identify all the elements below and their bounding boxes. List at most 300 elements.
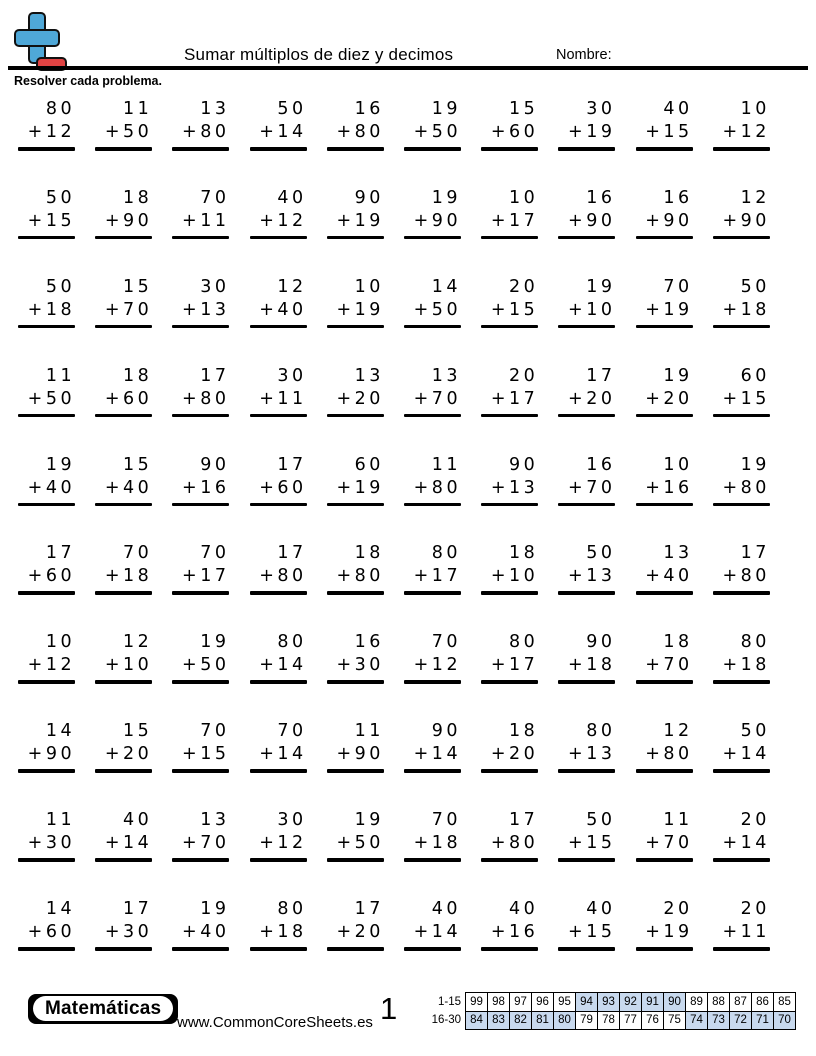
top-addend: 70 (123, 543, 153, 564)
bottom-addend: +14 (259, 655, 307, 676)
addition-problem (404, 720, 461, 809)
bottom-addend: +18 (104, 566, 153, 587)
addition-problem (558, 98, 615, 187)
addition-problem (327, 542, 384, 631)
top-addend: 15 (123, 276, 153, 297)
addition-problem (95, 454, 152, 543)
bottom-addend: +19 (336, 299, 384, 320)
addition-problem (404, 98, 461, 187)
addition-problem (404, 454, 461, 543)
bottom-addend: +11 (722, 922, 770, 943)
answer-line (95, 147, 152, 151)
bottom-addend: +15 (645, 122, 693, 142)
addition-problem (95, 898, 152, 987)
top-addend: 18 (123, 365, 153, 386)
addition-problem (18, 898, 75, 987)
bottom-addend: +70 (568, 477, 616, 498)
answer-line (172, 858, 229, 862)
answer-line (481, 147, 538, 151)
addition-problem (327, 809, 384, 898)
addition-problem (250, 720, 307, 809)
top-addend: 60 (354, 454, 384, 475)
addition-problem (172, 809, 229, 898)
top-addend: 70 (200, 543, 230, 564)
top-addend: 17 (45, 543, 76, 564)
top-addend: 11 (431, 454, 462, 475)
top-addend: 70 (277, 721, 307, 742)
plus-icon (14, 10, 66, 72)
answer-line (404, 236, 461, 240)
addition-problem (636, 276, 693, 365)
answer-line (404, 947, 461, 951)
top-addend: 50 (740, 276, 770, 297)
answer-line (18, 325, 75, 329)
top-addend: 17 (354, 899, 384, 920)
top-addend: 20 (509, 276, 539, 297)
bottom-addend: +18 (259, 922, 307, 943)
top-addend: 17 (586, 365, 616, 386)
bottom-addend: +16 (490, 922, 539, 943)
addition-problem (558, 187, 615, 276)
bottom-addend: +10 (104, 655, 153, 676)
score-cell: 86 (752, 993, 774, 1012)
addition-problem (481, 898, 538, 987)
bottom-addend: +14 (413, 744, 462, 765)
top-addend: 80 (277, 899, 307, 920)
addition-problem (713, 631, 770, 720)
score-cell: 85 (774, 993, 796, 1012)
top-addend: 19 (740, 454, 770, 475)
addition-problem (18, 631, 75, 720)
addition-problem (327, 276, 384, 365)
answer-line (636, 769, 693, 773)
answer-line (558, 147, 615, 151)
top-addend: 18 (663, 632, 693, 653)
answer-line (558, 503, 615, 507)
top-addend: 19 (586, 276, 616, 297)
answer-line (172, 947, 229, 951)
top-addend: 13 (663, 543, 693, 564)
addition-problem (404, 187, 461, 276)
answer-line (713, 325, 770, 329)
bottom-addend: +12 (259, 833, 307, 854)
bottom-addend: +14 (259, 744, 307, 765)
score-cell: 95 (554, 993, 576, 1012)
score-cell: 99 (466, 993, 488, 1012)
answer-line (172, 769, 229, 773)
score-cell: 90 (664, 993, 686, 1012)
top-addend: 80 (45, 99, 76, 119)
addition-problem (713, 809, 770, 898)
answer-line (558, 325, 615, 329)
top-addend: 11 (354, 721, 384, 742)
bottom-addend: +10 (568, 299, 616, 320)
top-addend: 50 (45, 187, 76, 208)
bottom-addend: +15 (568, 833, 616, 854)
answer-line (95, 680, 152, 684)
bottom-addend: +12 (259, 210, 307, 231)
answer-line (558, 947, 615, 951)
bottom-addend: +50 (413, 122, 462, 142)
addition-problem (327, 454, 384, 543)
top-addend: 19 (431, 99, 462, 119)
top-addend: 16 (354, 99, 384, 119)
score-cell: 92 (620, 993, 642, 1012)
addition-problem (481, 276, 538, 365)
addition-problem (18, 365, 75, 454)
bottom-addend: +15 (490, 299, 539, 320)
answer-line (636, 236, 693, 240)
bottom-addend: +13 (490, 477, 539, 498)
answer-line (18, 858, 75, 862)
top-addend: 11 (45, 810, 76, 831)
addition-problem (250, 809, 307, 898)
bottom-addend: +60 (104, 388, 153, 409)
addition-problem (481, 454, 538, 543)
answer-line (95, 858, 152, 862)
bottom-addend: +16 (645, 477, 693, 498)
answer-line (327, 591, 384, 595)
top-addend: 40 (663, 99, 693, 119)
addition-problem (172, 365, 229, 454)
addition-problem (558, 898, 615, 987)
addition-problem (18, 454, 75, 543)
bottom-addend: +80 (722, 566, 770, 587)
bottom-addend: +17 (490, 388, 539, 409)
bottom-addend: +40 (182, 922, 230, 943)
bottom-addend: +18 (722, 299, 770, 320)
answer-line (18, 503, 75, 507)
top-addend: 20 (740, 810, 770, 831)
top-addend: 70 (200, 187, 230, 208)
addition-problem (713, 187, 770, 276)
addition-problem (481, 720, 538, 809)
answer-line (18, 769, 75, 773)
answer-line (636, 947, 693, 951)
bottom-addend: +70 (182, 833, 230, 854)
score-cell: 84 (466, 1011, 488, 1030)
bottom-addend: +80 (336, 122, 384, 142)
top-addend: 50 (586, 810, 616, 831)
addition-problem (636, 187, 693, 276)
answer-line (172, 147, 229, 151)
top-addend: 19 (663, 365, 693, 386)
addition-problem (404, 542, 461, 631)
addition-problem (250, 187, 307, 276)
answer-line (404, 503, 461, 507)
bottom-addend: +20 (645, 388, 693, 409)
bottom-addend: +90 (27, 744, 76, 765)
answer-line (250, 325, 307, 329)
answer-line (18, 591, 75, 595)
answer-line (481, 680, 538, 684)
bottom-addend: +70 (645, 833, 693, 854)
addition-problem (95, 276, 152, 365)
bottom-addend: +20 (568, 388, 616, 409)
addition-problem (713, 365, 770, 454)
bottom-addend: +70 (413, 388, 462, 409)
addition-problem (18, 276, 75, 365)
score-cell: 83 (488, 1011, 510, 1030)
top-addend: 50 (740, 721, 770, 742)
top-addend: 15 (123, 454, 153, 475)
bottom-addend: +19 (336, 210, 384, 231)
addition-problem (95, 542, 152, 631)
bottom-addend: +40 (27, 477, 76, 498)
answer-line (250, 858, 307, 862)
top-addend: 12 (740, 187, 770, 208)
top-addend: 18 (509, 543, 539, 564)
addition-problem (250, 98, 307, 187)
answer-line (327, 858, 384, 862)
answer-line (95, 414, 152, 418)
addition-problem (95, 720, 152, 809)
bottom-addend: +16 (182, 477, 230, 498)
addition-problem (172, 454, 229, 543)
addition-problem (327, 365, 384, 454)
answer-line (95, 236, 152, 240)
top-addend: 19 (431, 187, 462, 208)
top-addend: 80 (740, 632, 770, 653)
top-addend: 18 (354, 543, 384, 564)
top-addend: 70 (663, 276, 693, 297)
answer-line (481, 591, 538, 595)
top-addend: 50 (45, 276, 76, 297)
addition-problem (250, 631, 307, 720)
answer-line (327, 503, 384, 507)
answer-line (636, 325, 693, 329)
addition-problem (18, 542, 75, 631)
bottom-addend: +19 (645, 299, 693, 320)
top-addend: 15 (509, 99, 539, 119)
bottom-addend: +18 (568, 655, 616, 676)
addition-problem (481, 631, 538, 720)
answer-line (327, 414, 384, 418)
answer-line (95, 769, 152, 773)
answer-line (713, 680, 770, 684)
answer-line (18, 147, 75, 151)
top-addend: 14 (45, 899, 76, 920)
answer-line (481, 858, 538, 862)
answer-line (18, 414, 75, 418)
problems-grid (8, 98, 780, 987)
top-addend: 16 (663, 187, 693, 208)
answer-line (713, 236, 770, 240)
addition-problem (404, 898, 461, 987)
addition-problem (18, 720, 75, 809)
addition-problem (404, 631, 461, 720)
bottom-addend: +12 (27, 655, 76, 676)
answer-line (327, 947, 384, 951)
bottom-addend: +19 (645, 922, 693, 943)
top-addend: 17 (277, 543, 307, 564)
addition-problem (250, 454, 307, 543)
answer-line (636, 591, 693, 595)
brand-label: Matemáticas (33, 996, 173, 1021)
bottom-addend: +50 (27, 388, 76, 409)
bottom-addend: +20 (490, 744, 539, 765)
answer-line (558, 769, 615, 773)
top-addend: 30 (277, 365, 307, 386)
score-cell: 82 (510, 1011, 532, 1030)
top-addend: 20 (740, 899, 770, 920)
addition-problem (481, 809, 538, 898)
addition-problem (558, 542, 615, 631)
top-addend: 19 (200, 632, 230, 653)
answer-line (172, 591, 229, 595)
answer-line (95, 325, 152, 329)
addition-problem (95, 365, 152, 454)
top-addend: 17 (123, 899, 153, 920)
bottom-addend: +18 (722, 655, 770, 676)
bottom-addend: +10 (490, 566, 539, 587)
name-label: Nombre: (556, 47, 612, 63)
bottom-addend: +17 (182, 566, 230, 587)
bottom-addend: +60 (27, 566, 76, 587)
answer-line (713, 591, 770, 595)
top-addend: 90 (200, 454, 230, 475)
bottom-addend: +60 (490, 122, 539, 142)
score-cell: 73 (708, 1011, 730, 1030)
addition-problem (327, 187, 384, 276)
top-addend: 12 (277, 276, 307, 297)
addition-problem (172, 187, 229, 276)
addition-problem (558, 365, 615, 454)
bottom-addend: +80 (259, 566, 307, 587)
bottom-addend: +80 (413, 477, 462, 498)
bottom-addend: +14 (722, 744, 770, 765)
bottom-addend: +60 (27, 922, 76, 943)
answer-line (481, 769, 538, 773)
page-title: Sumar múltiplos de diez y decimos (184, 45, 454, 64)
top-addend: 80 (277, 632, 307, 653)
top-addend: 30 (277, 810, 307, 831)
top-addend: 19 (354, 810, 384, 831)
top-addend: 40 (277, 187, 307, 208)
addition-problem (404, 365, 461, 454)
addition-problem (558, 720, 615, 809)
top-addend: 14 (431, 276, 462, 297)
answer-line (327, 325, 384, 329)
bottom-addend: +20 (104, 744, 153, 765)
answer-line (636, 858, 693, 862)
top-addend: 13 (200, 99, 230, 119)
score-range-label: 16-30 (431, 1014, 461, 1027)
bottom-addend: +14 (104, 833, 153, 854)
top-addend: 40 (431, 899, 462, 920)
top-addend: 30 (586, 99, 616, 119)
bottom-addend: +14 (722, 833, 770, 854)
answer-line (172, 680, 229, 684)
answer-line (404, 769, 461, 773)
answer-line (327, 680, 384, 684)
top-addend: 70 (200, 721, 230, 742)
bottom-addend: +40 (259, 299, 307, 320)
top-addend: 70 (431, 632, 462, 653)
top-addend: 11 (45, 365, 76, 386)
addition-problem (95, 98, 152, 187)
bottom-addend: +50 (104, 122, 153, 142)
top-addend: 10 (354, 276, 384, 297)
addition-problem (18, 809, 75, 898)
score-cell: 71 (752, 1011, 774, 1030)
answer-line (404, 147, 461, 151)
bottom-addend: +14 (413, 922, 462, 943)
top-addend: 10 (740, 99, 770, 119)
website-url: www.CommonCoreSheets.es (177, 1014, 373, 1031)
bottom-addend: +15 (722, 388, 770, 409)
top-addend: 90 (431, 721, 462, 742)
answer-line (250, 680, 307, 684)
addition-problem (404, 809, 461, 898)
top-addend: 20 (509, 365, 539, 386)
bottom-addend: +80 (182, 388, 230, 409)
score-cell: 78 (598, 1011, 620, 1030)
addition-problem (172, 631, 229, 720)
answer-line (18, 236, 75, 240)
answer-line (636, 147, 693, 151)
bottom-addend: +15 (568, 922, 616, 943)
answer-line (404, 680, 461, 684)
answer-line (18, 680, 75, 684)
bottom-addend: +15 (27, 210, 76, 231)
addition-problem (250, 542, 307, 631)
answer-line (713, 503, 770, 507)
page-number: 1 (380, 991, 398, 1026)
answer-line (713, 769, 770, 773)
top-addend: 11 (123, 99, 153, 119)
addition-problem (481, 98, 538, 187)
bottom-addend: +90 (104, 210, 153, 231)
top-addend: 50 (586, 543, 616, 564)
bottom-addend: +50 (413, 299, 462, 320)
top-addend: 40 (586, 899, 616, 920)
answer-line (172, 414, 229, 418)
bottom-addend: +12 (27, 122, 76, 142)
addition-problem (172, 898, 229, 987)
plus-icon-center (31, 32, 44, 45)
top-addend: 10 (45, 632, 76, 653)
addition-problem (713, 720, 770, 809)
addition-problem (636, 898, 693, 987)
top-addend: 80 (586, 721, 616, 742)
top-addend: 60 (740, 365, 770, 386)
addition-problem (481, 365, 538, 454)
top-addend: 12 (663, 721, 693, 742)
answer-line (404, 414, 461, 418)
score-cell: 88 (708, 993, 730, 1012)
score-cell: 87 (730, 993, 752, 1012)
answer-line (481, 236, 538, 240)
score-cell: 72 (730, 1011, 752, 1030)
top-addend: 90 (354, 187, 384, 208)
top-addend: 17 (200, 365, 230, 386)
score-cell: 76 (642, 1011, 664, 1030)
answer-line (95, 947, 152, 951)
addition-problem (558, 809, 615, 898)
addition-problem (636, 98, 693, 187)
answer-line (636, 680, 693, 684)
top-addend: 16 (354, 632, 384, 653)
score-cell: 70 (774, 1011, 796, 1030)
instruction-text: Resolver cada problema. (14, 74, 162, 88)
bottom-addend: +13 (182, 299, 230, 320)
answer-line (636, 414, 693, 418)
bottom-addend: +14 (259, 122, 307, 142)
answer-line (250, 414, 307, 418)
addition-problem (636, 365, 693, 454)
addition-problem (95, 631, 152, 720)
